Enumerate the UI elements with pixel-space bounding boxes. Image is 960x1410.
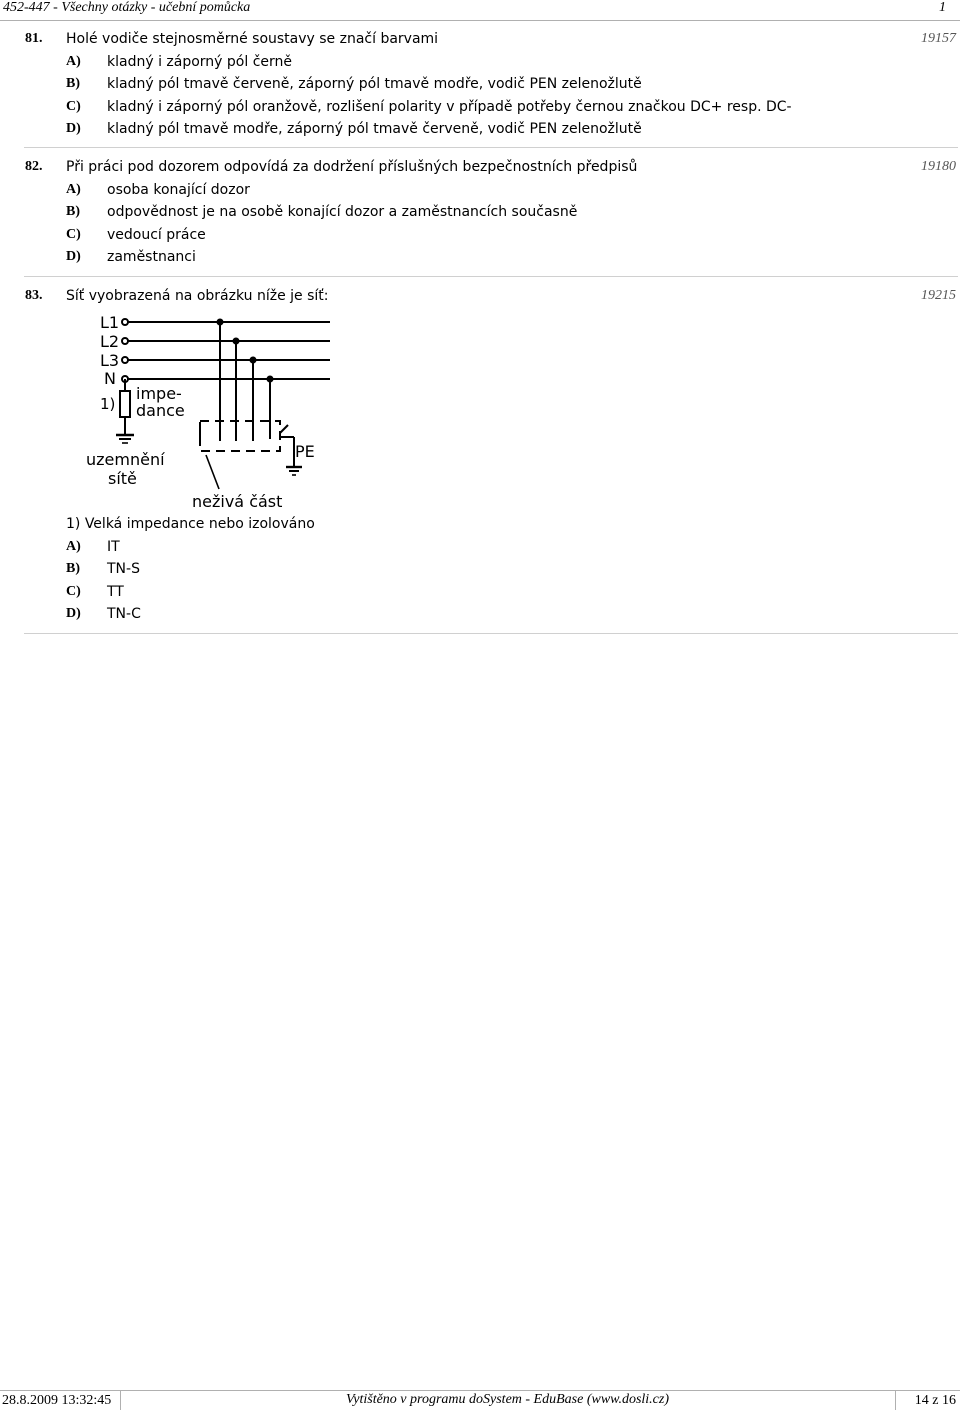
answer-option-d (0, 603, 900, 626)
question-number: 83. (25, 288, 43, 303)
option-text: TT (107, 583, 124, 600)
page-header (0, 0, 960, 21)
question-id: 19180 (921, 159, 956, 174)
header-title: 452-447 - Všechny otázky - učební pomůcka (3, 0, 251, 15)
footer-divider (120, 1391, 121, 1410)
option-letter: B) (66, 76, 80, 91)
footer-date: 28.8.2009 13:32:45 (2, 1393, 112, 1408)
question-text: Síť vyobrazená na obrázku níže je síť: (66, 288, 329, 304)
answer-option-d (0, 118, 900, 141)
page-footer (0, 1390, 960, 1410)
option-letter: D) (66, 249, 81, 264)
question-separator (24, 147, 958, 148)
label-pe: PE (295, 442, 315, 461)
option-text: TN-C (107, 606, 141, 622)
label-dead-part: neživá část (192, 492, 283, 511)
option-letter: C) (66, 98, 81, 114)
answer-option-b (0, 73, 900, 96)
label-n: N (104, 369, 116, 388)
question-note: 1) Velká impedance nebo izolováno (66, 516, 315, 532)
answer-option-a (0, 536, 900, 559)
answer-option-a (0, 51, 900, 74)
option-letter: B) (66, 204, 80, 219)
answer-option-a (0, 179, 900, 202)
equipment-enclosure (200, 421, 280, 451)
option-text: zaměstnanci (107, 249, 196, 265)
option-text: TN-S (107, 561, 140, 577)
question-text: Při práci pod dozorem odpovídá za dodržení příslušných bezpečnostních předpisů (66, 159, 638, 175)
option-text: osoba konající dozor (107, 181, 250, 198)
option-letter: A) (66, 53, 81, 69)
option-text: kladný i záporný pól černě (107, 53, 293, 70)
option-letter: A) (66, 538, 81, 554)
option-text: IT (107, 538, 120, 555)
label-grounding-2: sítě (108, 469, 137, 488)
footer-page-count: 14 z 16 (914, 1393, 956, 1408)
option-text: vedoucí práce (107, 226, 206, 243)
question-id: 19215 (921, 288, 956, 303)
answer-option-d (0, 246, 900, 269)
option-letter: C) (66, 583, 81, 599)
network-diagram (84, 313, 334, 513)
option-letter: D) (66, 121, 81, 136)
option-text: kladný pól tmavě modře, záporný pól tmavě červeně, vodič PEN zelenožlutě (107, 121, 642, 137)
answer-option-c (0, 581, 900, 604)
question-number: 82. (25, 159, 43, 174)
option-text: kladný pól tmavě červeně, záporný pól tmavě modře, vodič PEN zelenožlutě (107, 76, 642, 92)
label-l3: L3 (100, 351, 120, 370)
option-letter: B) (66, 561, 80, 576)
option-text: odpovědnost je na osobě konající dozor a zaměstnancích současně (107, 204, 578, 220)
answer-option-c (0, 96, 900, 119)
question-separator (24, 276, 958, 277)
footer-printed-by: Vytištěno v programu doSystem - EduBase (www.dosli.cz) (346, 1392, 670, 1407)
option-letter: C) (66, 226, 81, 242)
impedance-symbol (120, 391, 130, 417)
label-impedance-1: impe- (136, 384, 182, 403)
label-grounding-1: uzemnění (86, 450, 165, 469)
label-l1: L1 (100, 313, 120, 332)
question-separator (24, 633, 958, 634)
question-text: Holé vodiče stejnosměrné soustavy se značí barvami (66, 31, 439, 47)
answer-option-c (0, 224, 900, 247)
option-text: kladný i záporný pól oranžově, rozlišení polarity v případě potřeby černou značkou DC+ resp. DC- (107, 98, 792, 115)
answer-option-b (0, 558, 900, 581)
option-letter: D) (66, 606, 81, 621)
question-id: 19157 (921, 31, 956, 46)
header-page-number: 1 (939, 0, 946, 15)
label-impedance-2: dance (136, 401, 185, 420)
label-footnote: 1) (100, 395, 116, 413)
answer-option-b (0, 201, 900, 224)
footer-divider (895, 1391, 896, 1410)
question-number: 81. (25, 31, 43, 46)
option-letter: A) (66, 181, 81, 197)
label-l2: L2 (100, 332, 120, 351)
